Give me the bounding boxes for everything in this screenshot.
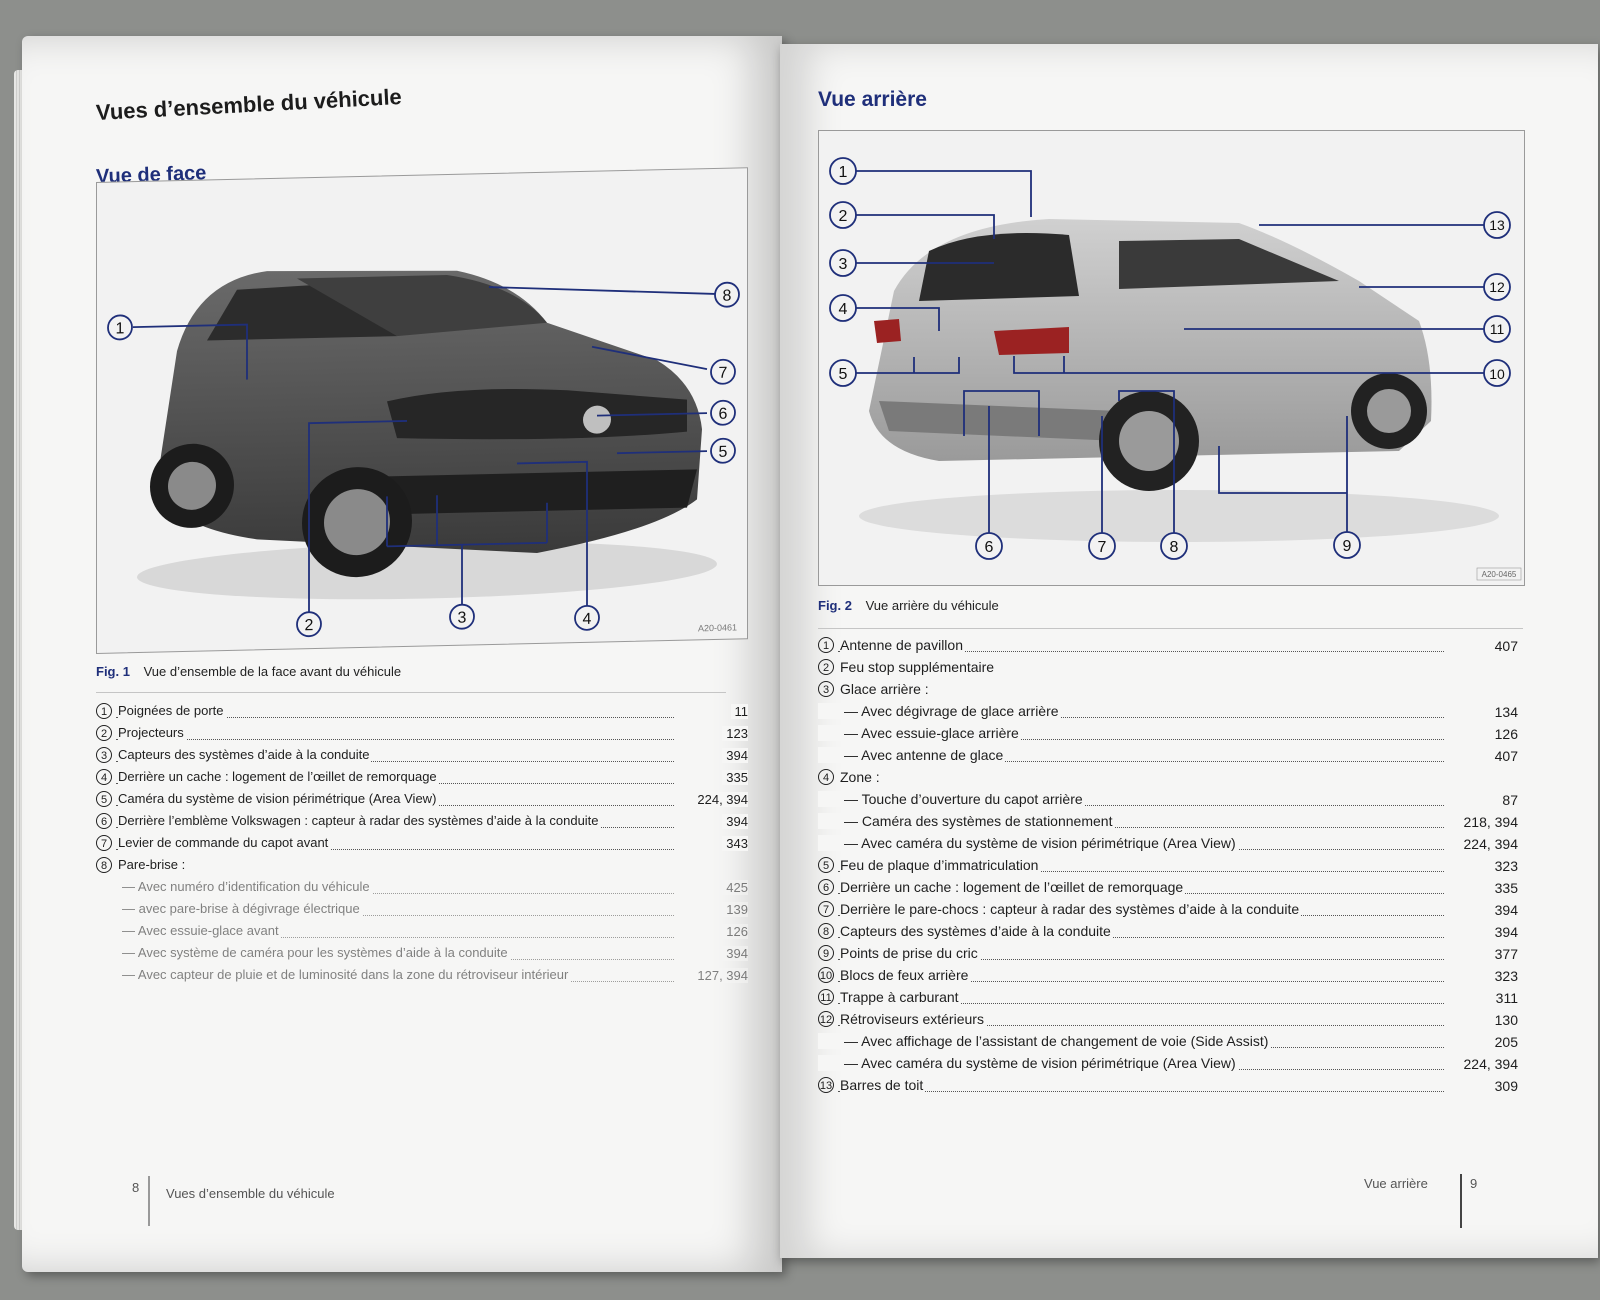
footer-divider xyxy=(148,1176,150,1226)
right-page-number: 9 xyxy=(1470,1176,1478,1191)
legend-label: Glace arrière : xyxy=(840,681,929,698)
caption-text: Vue arrière du véhicule xyxy=(865,598,999,613)
page-reference: 394 xyxy=(1491,902,1518,918)
legend-row xyxy=(96,900,748,922)
page-reference: 394 xyxy=(722,814,748,829)
legend-number-badge: 7 xyxy=(96,835,112,851)
legend-row xyxy=(818,702,1518,724)
callout-label: 3 xyxy=(838,256,848,273)
legend-row xyxy=(96,790,748,812)
page-reference: 126 xyxy=(1491,726,1518,742)
front-view-figure xyxy=(96,167,748,654)
page-reference: 139 xyxy=(722,902,748,917)
legend-number-badge: 5 xyxy=(818,857,834,873)
legend-row xyxy=(818,812,1518,834)
legend-label: Pare-brise : xyxy=(118,857,186,873)
legend-label: Derrière l’emblème Volkswagen : capteur à radar des systèmes d’aide à la conduite xyxy=(118,813,599,829)
right-page xyxy=(780,44,1598,1258)
legend-label: — Caméra des systèmes de stationnement xyxy=(818,813,1114,829)
page-reference: 309 xyxy=(1491,1078,1518,1094)
legend-top-rule xyxy=(96,692,726,693)
figure-code: A20-0465 xyxy=(1481,570,1517,579)
callout-label: 5 xyxy=(718,443,728,461)
page-reference: 130 xyxy=(1491,1012,1518,1028)
legend-label: Poignées de porte xyxy=(118,703,224,719)
legend-row xyxy=(818,922,1518,944)
caption-text: Vue d’ensemble de la face avant du véhicule xyxy=(143,664,402,679)
legend-label: Capteurs des systèmes d’aide à la conduite xyxy=(118,747,370,763)
right-figure-caption xyxy=(818,598,999,613)
legend-number-badge: 2 xyxy=(96,725,112,741)
legend-label: — Avec affichage de l’assistant de changement de voie (Side Assist) xyxy=(818,1033,1270,1049)
legend-label: Feu de plaque d’immatriculation xyxy=(840,857,1039,874)
page-reference: 323 xyxy=(1491,858,1518,874)
left-running-title: Vues d’ensemble du véhicule xyxy=(166,1186,335,1201)
legend-number-badge: 8 xyxy=(96,857,112,873)
legend-label: Points de prise du cric xyxy=(840,945,978,962)
callout-label: 5 xyxy=(838,366,848,383)
callout-label: 3 xyxy=(457,609,467,627)
callout-label: 1 xyxy=(115,320,125,338)
legend-row xyxy=(96,746,748,768)
legend-number-badge: 2 xyxy=(818,659,834,675)
page-reference: 11 xyxy=(731,704,749,719)
legend-number-badge: 3 xyxy=(818,681,834,697)
legend-label: — Avec capteur de pluie et de luminosité dans la zone du rétroviseur intérieur xyxy=(96,967,570,982)
legend-label: Barres de toit xyxy=(840,1077,924,1094)
page-reference: 407 xyxy=(1491,748,1518,764)
leader-dots xyxy=(838,1091,1444,1092)
legend-number-badge: 12 xyxy=(818,1011,834,1027)
legend-row xyxy=(96,834,748,856)
page-reference: 134 xyxy=(1491,704,1518,720)
legend-number-badge: 6 xyxy=(96,813,112,829)
legend-label: Derrière un cache : logement de l’œillet de remorquage xyxy=(118,769,437,785)
callout-label: 6 xyxy=(718,405,728,423)
page-reference: 218, 394 xyxy=(1460,814,1519,830)
callout-label: 7 xyxy=(1097,539,1107,556)
front-car-illustration xyxy=(97,168,747,653)
legend-row xyxy=(818,900,1518,922)
left-page-number: 8 xyxy=(132,1180,140,1195)
caption-fig-number: Fig. 2 xyxy=(818,598,852,613)
legend-label: Rétroviseurs extérieurs xyxy=(840,1011,984,1028)
legend-label: — Avec essuie-glace arrière xyxy=(818,725,1021,741)
legend-number-badge: 13 xyxy=(818,1077,834,1093)
page-reference: 394 xyxy=(722,748,748,763)
legend-row xyxy=(818,834,1518,856)
legend-label: — avec pare-brise à dégivrage électrique xyxy=(96,901,362,916)
legend-row xyxy=(818,680,1518,702)
legend-number-badge: 4 xyxy=(96,769,112,785)
legend-row xyxy=(96,878,748,900)
legend-row xyxy=(818,1032,1518,1054)
figure-code: A20-0461 xyxy=(697,622,737,634)
legend-label: Derrière le pare-chocs : capteur à radar des systèmes d’aide à la conduite xyxy=(840,901,1300,918)
leader-dots xyxy=(116,739,674,740)
page-reference: 205 xyxy=(1491,1034,1518,1050)
legend-number-badge: 8 xyxy=(818,923,834,939)
legend-top-rule xyxy=(818,628,1523,629)
legend-row xyxy=(818,878,1518,900)
callout-label: 2 xyxy=(304,617,314,635)
page-reference: 323 xyxy=(1491,968,1518,984)
page-reference: 343 xyxy=(722,836,748,851)
legend-label: — Avec caméra du système de vision périmétrique (Area View) xyxy=(818,1055,1238,1071)
page-reference: 394 xyxy=(722,946,748,961)
callout-label: 10 xyxy=(1489,366,1505,382)
page-reference: 311 xyxy=(1492,990,1518,1006)
legend-row xyxy=(818,1010,1518,1032)
legend-row xyxy=(96,812,748,834)
callout-label: 13 xyxy=(1489,217,1505,233)
page-reference: 224, 394 xyxy=(1460,836,1519,852)
rear-car-illustration xyxy=(819,131,1524,585)
legend-label: Blocs de feux arrière xyxy=(840,967,969,984)
legend-row xyxy=(96,702,748,724)
page-reference: 335 xyxy=(722,770,748,785)
legend-label: Antenne de pavillon xyxy=(840,637,963,654)
page-reference: 123 xyxy=(722,726,748,741)
legend-number-badge: 9 xyxy=(818,945,834,961)
page-reference: 335 xyxy=(1491,880,1518,896)
footer-divider xyxy=(1460,1174,1462,1228)
callout-label: 8 xyxy=(722,287,732,305)
page-reference: 224, 394 xyxy=(693,792,748,807)
legend-number-badge: 10 xyxy=(818,967,834,983)
legend-row xyxy=(96,944,748,966)
callout-label: 4 xyxy=(582,610,592,628)
legend-row xyxy=(818,658,1518,680)
page-reference: 87 xyxy=(1498,792,1518,808)
legend-number-badge: 11 xyxy=(818,989,834,1005)
legend-row xyxy=(818,1054,1518,1076)
legend-row xyxy=(818,790,1518,812)
legend-row xyxy=(96,966,748,988)
legend-label: Derrière un cache : logement de l’œillet de remorquage xyxy=(840,879,1184,896)
page-reference: 127, 394 xyxy=(693,968,748,983)
legend-row xyxy=(96,768,748,790)
callout-label: 8 xyxy=(1169,539,1179,556)
callout-label: 12 xyxy=(1489,279,1505,295)
legend-number-badge: 4 xyxy=(818,769,834,785)
page-reference: 126 xyxy=(722,924,748,939)
legend-number-badge: 6 xyxy=(818,879,834,895)
right-section-title: Vue arrière xyxy=(818,88,927,111)
right-running-title: Vue arrière xyxy=(1364,1176,1428,1191)
legend-row xyxy=(818,1076,1518,1098)
legend-label: Zone : xyxy=(840,769,880,786)
legend-label: — Avec essuie-glace avant xyxy=(96,923,281,938)
legend-label: Projecteurs xyxy=(118,725,184,741)
callout-label: 4 xyxy=(838,301,848,318)
callout-label: 9 xyxy=(1342,538,1352,555)
left-legend xyxy=(96,702,748,988)
legend-row xyxy=(96,724,748,746)
callout-label: 1 xyxy=(838,164,848,181)
legend-row xyxy=(818,944,1518,966)
callout-label: 7 xyxy=(718,364,728,382)
page-reference: 407 xyxy=(1491,638,1518,654)
caption-fig-number: Fig. 1 xyxy=(96,664,130,679)
rear-view-figure xyxy=(818,130,1525,586)
page-reference: 425 xyxy=(722,880,748,895)
legend-label: Trappe à carburant xyxy=(840,989,959,1006)
left-figure-caption xyxy=(96,664,401,679)
page-reference: 377 xyxy=(1491,946,1518,962)
left-page-title: Vues d’ensemble du véhicule xyxy=(95,83,403,125)
legend-number-badge: 7 xyxy=(818,901,834,917)
legend-row xyxy=(818,966,1518,988)
legend-label: Capteurs des systèmes d’aide à la conduite xyxy=(840,923,1111,940)
legend-row xyxy=(96,856,748,878)
legend-number-badge: 3 xyxy=(96,747,112,763)
legend-row xyxy=(818,636,1518,658)
legend-label: — Avec numéro d’identification du véhicule xyxy=(96,879,372,894)
legend-number-badge: 1 xyxy=(96,703,112,719)
left-section-title: Vue de face xyxy=(95,162,207,188)
legend-row xyxy=(818,988,1518,1010)
legend-label: — Avec système de caméra pour les systèmes d’aide à la conduite xyxy=(96,945,510,960)
legend-row xyxy=(818,768,1518,790)
legend-label: Feu stop supplémentaire xyxy=(840,659,995,676)
legend-label: Levier de commande du capot avant xyxy=(118,835,329,851)
legend-label: — Avec antenne de glace xyxy=(818,747,1005,763)
legend-label: — Avec dégivrage de glace arrière xyxy=(818,703,1061,719)
legend-label: Caméra du système de vision périmétrique (Area View) xyxy=(118,791,437,807)
legend-row xyxy=(818,724,1518,746)
legend-row xyxy=(818,746,1518,768)
callout-label: 11 xyxy=(1489,321,1505,337)
legend-label: — Avec caméra du système de vision périmétrique (Area View) xyxy=(818,835,1238,851)
legend-label: — Touche d’ouverture du capot arrière xyxy=(818,791,1085,807)
left-page xyxy=(22,36,782,1272)
legend-number-badge: 5 xyxy=(96,791,112,807)
right-legend xyxy=(818,636,1518,1098)
legend-row xyxy=(96,922,748,944)
page-reference: 394 xyxy=(1491,924,1518,940)
callout-label: 2 xyxy=(838,208,848,225)
legend-row xyxy=(818,856,1518,878)
legend-number-badge: 1 xyxy=(818,637,834,653)
callout-label: 6 xyxy=(984,539,994,556)
page-reference: 224, 394 xyxy=(1460,1056,1519,1072)
